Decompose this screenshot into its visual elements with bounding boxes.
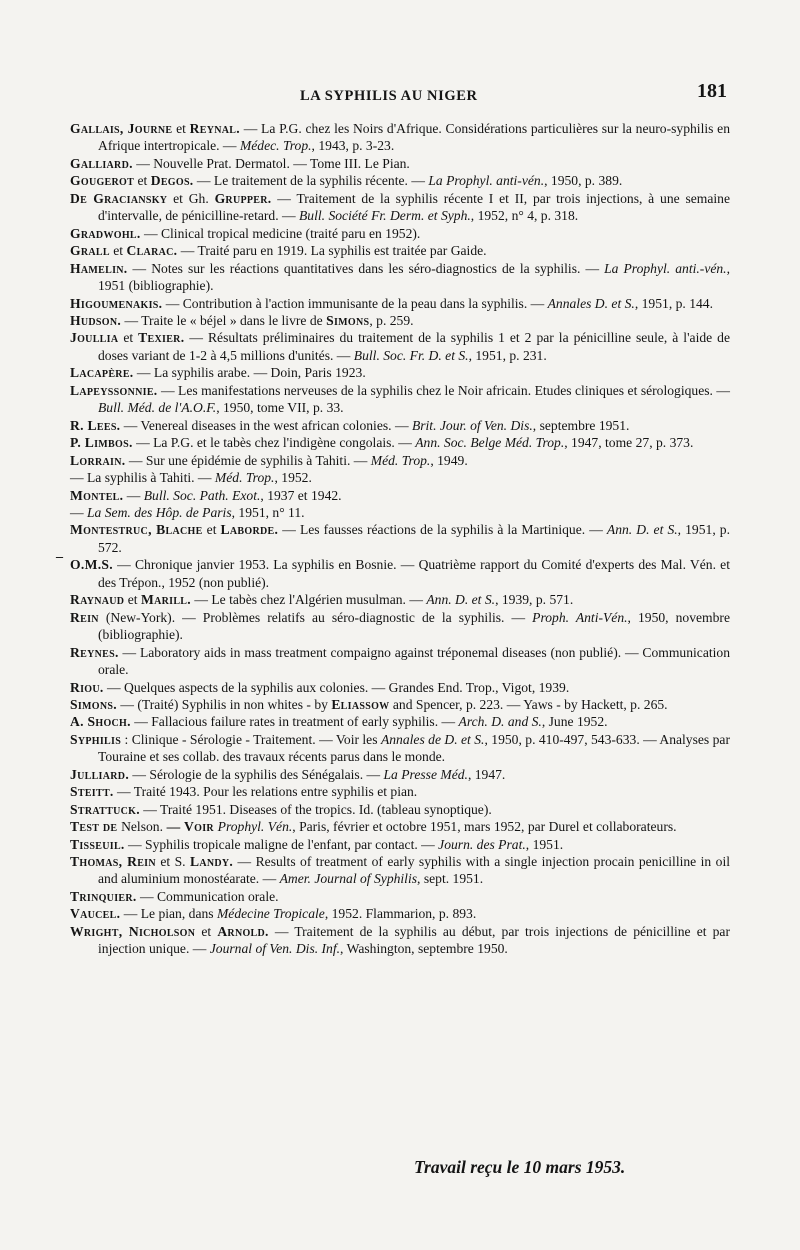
entry-text: Arnold.	[217, 923, 269, 939]
entry-text: —	[70, 504, 87, 520]
entry-author: Grall	[70, 243, 110, 259]
entry-text: , 1947.	[467, 766, 506, 782]
bibliography-entry	[70, 225, 730, 242]
bibliography-entry	[70, 836, 730, 853]
bibliography-entry	[70, 329, 730, 364]
entry-text: Nelson.	[121, 819, 163, 835]
entry-text: — Sérologie de la syphilis des Sénégalais. —	[129, 766, 384, 782]
entry-author: R. Lees.	[70, 417, 121, 433]
entry-text: et Gh.	[167, 190, 215, 206]
bibliography-entry	[70, 679, 730, 696]
entry-text: and	[389, 696, 416, 712]
entry-text: : Clinique - Sérologie - Traitement. — Voir les	[121, 731, 381, 747]
entry-text: , 1951.	[525, 836, 564, 852]
bibliography-entry	[70, 696, 730, 713]
entry-text: — Le pian, dans	[120, 906, 217, 922]
bibliography-entry	[70, 190, 730, 225]
entry-source: Bull. Soc. Fr. D. et S.	[353, 347, 469, 363]
entry-source: La Prophyl. anti-vén.	[428, 173, 545, 189]
entry-author: Julliard.	[70, 766, 130, 782]
entry-source: La Presse Méd.	[383, 766, 468, 782]
page-number: 181	[697, 80, 727, 102]
entry-source: Prophyl. Vén.	[217, 819, 293, 835]
entry-author: Gallais, Journe	[70, 121, 173, 136]
closing-note: Travail reçu le 10 mars 1953.	[414, 1157, 626, 1177]
entry-text: , 1950, novembre (bibliographie).	[98, 609, 730, 643]
entry-text: , 1950, p. 389.	[544, 173, 623, 189]
bibliography-entry	[70, 417, 730, 434]
entry-text: et	[172, 121, 190, 136]
entry-author: O.M.S.	[70, 557, 113, 573]
running-title: LA SYPHILIS AU NIGER	[300, 88, 478, 104]
entry-source: Bull. Société Fr. Derm. et Syph.	[299, 208, 471, 224]
entry-text: Grupper.	[214, 190, 272, 206]
bibliography-entry	[70, 766, 730, 783]
entry-text: Reynal.	[189, 121, 240, 136]
entry-author: Vaucel.	[70, 906, 121, 922]
entry-text: — Traite le « béjel » dans le livre de	[121, 312, 327, 328]
entry-text: et	[202, 522, 221, 538]
entry-text: et	[124, 592, 141, 608]
entry-text: , 1939, p. 571.	[495, 592, 574, 608]
entry-source: Ann. D. et S.	[426, 592, 496, 608]
entry-text: — (Traité) Syphilis in non whites - by	[116, 696, 332, 712]
entry-text: , 1951, n° 11.	[231, 504, 305, 520]
entry-source: Amer. Journal of Syphilis	[279, 871, 418, 887]
entry-text: Landy.	[189, 854, 234, 870]
entry-text: , 1952. Flammarion, p. 893.	[324, 906, 477, 922]
entry-author: P. Limbos.	[70, 435, 133, 451]
margin-mark: _	[56, 545, 63, 560]
entry-text: — Sur une épidémie de syphilis à Tahiti. —	[125, 452, 371, 468]
bibliography-entry	[70, 155, 730, 172]
entry-source: Ann. Soc. Belge Méd. Trop.	[415, 435, 565, 451]
entry-text: — Syphilis tropicale maligne de l'enfant, par contact. —	[124, 836, 439, 852]
bibliography-entry	[70, 905, 730, 922]
entry-text: — Contribution à l'action immunisante de la peau dans la syphilis. —	[162, 295, 548, 311]
bibliography-entry	[70, 469, 730, 486]
entry-text: — Le tabès chez l'Algérien musulman. —	[190, 592, 427, 608]
entry-text: — Communication orale.	[136, 888, 279, 904]
bibliography-entry	[70, 172, 730, 189]
entry-text: , 1950, tome VII, p. 33.	[216, 400, 344, 416]
entry-text: et	[109, 243, 127, 259]
entry-author: A. Shoch.	[70, 714, 131, 730]
bibliography-entry	[70, 434, 730, 451]
entry-text: — Traité paru en 1919. La syphilis est traitée par	[177, 243, 451, 259]
entry-text: Laborde.	[220, 522, 279, 538]
entry-author: Steitt.	[70, 784, 114, 800]
entry-text: et S.	[155, 854, 190, 870]
entry-text: — Venereal diseases in the west african colonies. —	[120, 417, 412, 433]
bibliography-entry	[70, 487, 730, 504]
entry-text: Spencer, p. 223. — Yaws - by Hackett, p. 265.	[415, 696, 668, 712]
entry-text: , June 1952.	[541, 714, 608, 730]
entry-source: Médec. Trop.	[239, 138, 312, 154]
bibliography-entry	[70, 452, 730, 469]
entry-author: Montel.	[70, 487, 124, 503]
entry-text: Gaide.	[450, 243, 487, 259]
entry-source: Arch. D. and S.	[458, 714, 542, 730]
bibliography-entry	[70, 853, 730, 888]
entry-author: Higoumenakis.	[70, 295, 163, 311]
entry-author: Gradwohl.	[70, 225, 141, 241]
entry-text: et	[195, 923, 218, 939]
entry-text: , septembre 1951.	[532, 417, 630, 433]
bibliography-entry	[70, 644, 730, 679]
bibliography-entry	[70, 888, 730, 905]
entry-text: Marill.	[140, 592, 191, 608]
entry-author: Reynes.	[70, 644, 119, 660]
entry-text: — La syphilis à Tahiti. —	[70, 470, 215, 486]
entry-text: Simons	[326, 312, 370, 328]
bibliography-entry	[70, 295, 730, 312]
entry-author: Strattuck.	[70, 801, 140, 817]
entry-source: Méd. Trop.	[370, 452, 431, 468]
entry-author: De Graciansky	[70, 190, 168, 206]
bibliography-entry	[70, 731, 730, 766]
entry-source: La Prophyl. anti.-vén.	[604, 260, 727, 276]
entry-text: , 1951 (bibliographie).	[98, 260, 730, 294]
entry-text: — Results of treatment of early syphilis with a single injection procain penicilline in oil and aluminium monostéarate. —	[98, 854, 731, 887]
entry-source: Annales de D. et S.	[380, 731, 485, 747]
entry-text: , sept. 1951.	[417, 871, 484, 887]
entry-source: Proph. Anti-Vén.	[532, 609, 628, 625]
entry-author: Gougerot	[70, 173, 135, 189]
entry-author: Lorrain.	[70, 452, 126, 468]
entry-text: Degos.	[150, 173, 194, 189]
entry-source: Journ. des Prat.	[438, 836, 526, 852]
entry-text: — Quelques aspects de la syphilis aux colonies. — Grandes End. Trop., Vigot, 1939.	[103, 679, 570, 695]
entry-text: — La P.G. chez les Noirs d'Afrique. Considérations particulières sur la neuro-syphilis en Afrique intertropicale. —	[98, 121, 730, 154]
entry-text: — Chronique janvier 1953. La syphilis en Bosnie. — Quatrième rapport du Comité d'experts des Mal. Vén. et des Trépon., 1952 (non publié).	[98, 557, 730, 590]
entry-author: Test de	[70, 819, 122, 835]
entry-text: —	[123, 487, 144, 503]
entry-text: , 1949.	[430, 452, 468, 468]
entry-text: , 1947, tome 27, p. 373.	[564, 435, 694, 451]
bibliography-entry	[70, 556, 730, 591]
entry-author: Hudson.	[70, 312, 122, 328]
entry-text: — Les fausses réactions de la syphilis à la Martinique. —	[278, 522, 607, 538]
entry-author: Thomas, Rein	[70, 854, 156, 870]
entry-text: — Clinical tropical medicine (traité paru en 1952).	[140, 225, 421, 241]
entry-source: La Sem. des Hôp. de Paris	[87, 504, 232, 520]
bibliography-entry	[70, 120, 730, 155]
entry-text: et	[118, 330, 139, 346]
entry-text: — Le traitement de la syphilis récente. —	[193, 173, 429, 189]
bibliography-entry	[70, 312, 730, 329]
entry-text: , 1952, n° 4, p. 318.	[470, 208, 579, 224]
entry-text: , 1951, p. 572.	[98, 522, 730, 555]
entry-text: Eliassow	[331, 696, 390, 712]
bibliography-entry	[70, 801, 730, 818]
entry-text: , 1952.	[274, 470, 312, 486]
entry-author: Riou.	[70, 679, 104, 695]
entry-text: (New-York). — Problèmes relatifs au séro-diagnostic de la syphilis. —	[98, 609, 533, 625]
entry-source: Bull. Soc. Path. Exot.	[143, 487, 261, 503]
entry-text: , 1951, p. 144.	[634, 295, 713, 311]
entry-text: Clarac.	[126, 243, 178, 259]
entry-author: Galliard.	[70, 155, 133, 171]
entry-text: — Traité 1951. Diseases of the tropics. Id. (tableau synoptique).	[139, 801, 492, 817]
entry-text: , p. 259.	[369, 312, 414, 328]
entry-text: , 1937 et 1942.	[260, 487, 342, 503]
bibliography-entry	[70, 382, 730, 417]
entry-text: — Traitement de la syphilis au début, par trois injections de pénicilline et par injection unique. —	[98, 923, 730, 957]
entry-text: , 1943, p. 3-23.	[311, 138, 395, 154]
bibliography-entry	[70, 504, 730, 521]
bibliography-entry	[70, 609, 730, 644]
entry-text: — Notes sur les réactions quantitatives dans les séro-diagnostics de la syphilis. —	[127, 260, 605, 276]
entry-text: et	[134, 173, 151, 189]
entry-text: — Voir	[162, 819, 218, 835]
entry-text: Texier.	[138, 330, 185, 346]
entry-author: Wright, Nicholson	[70, 923, 196, 939]
entry-text: — La P.G. et le tabès chez l'indigène congolais. —	[132, 435, 416, 451]
entry-author: Hamelin.	[70, 260, 128, 276]
entry-text: — La syphilis arabe. — Doin, Paris 1923.	[133, 365, 366, 381]
entry-text: — Fallacious failure rates in treatment of early syphilis. —	[130, 714, 459, 730]
bibliography-list	[70, 120, 730, 958]
entry-source: Brit. Jour. of Ven. Dis.	[411, 417, 533, 433]
bibliography-entry	[70, 242, 730, 259]
bibliography-entry	[70, 783, 730, 800]
bibliography-entry	[70, 260, 730, 295]
entry-text: , 1951, p. 231.	[468, 347, 547, 363]
entry-text: — Traitement de la syphilis récente I et II, par trois injections, à une semaine d'intervalle, de pénicilline-retard. —	[98, 190, 730, 224]
entry-source: Annales D. et S.	[547, 295, 635, 311]
entry-text: — Traité 1943. Pour les relations entre syphilis et pian.	[113, 784, 418, 800]
entry-author: Rein	[70, 609, 99, 625]
entry-text: — Résultats préliminaires du traitement de la syphilis 1 et 2 par la pénicilline seule, à l'aide de doses variant de 1-2 à 4,5 millions d'unités. —	[98, 330, 730, 363]
entry-text: — Les manifestations nerveuses de la syphilis chez le Noir africain. Etudes cliniques et sérologiques. —	[157, 382, 730, 398]
entry-text: — Nouvelle Prat. Dermatol. — Tome III. Le Pian.	[132, 155, 410, 171]
entry-author: Simons.	[70, 696, 117, 712]
entry-source: Médecine Tropicale	[216, 906, 325, 922]
bibliography-entry	[70, 591, 730, 608]
bibliography-entry	[70, 923, 730, 958]
entry-source: Méd. Trop.	[214, 470, 275, 486]
entry-author: Lacapère.	[70, 365, 134, 381]
bibliography-entry	[70, 521, 730, 556]
entry-author: Trinquier.	[70, 888, 137, 904]
bibliography-entry	[70, 713, 730, 730]
bibliography-entry	[70, 364, 730, 381]
entry-author: Lapeyssonnie.	[70, 382, 158, 398]
entry-author: Syphilis	[70, 731, 122, 747]
entry-text: , Paris, février et octobre 1951, mars 1952, par Durel et collaborateurs.	[292, 819, 677, 835]
entry-source: Ann. D. et S.	[606, 522, 678, 538]
entry-author: Joullia	[70, 330, 119, 346]
entry-source: Bull. Méd. de l'A.O.F.	[98, 400, 217, 416]
entry-text: — Laboratory aids in mass treatment compaigno against tréponemal diseases (non publié). — Communication orale.	[98, 644, 730, 678]
entry-text: , 1950, p. 410-497, 543-633. — Analyses par Touraine et ses collab. des travaux récents parus dans le monde.	[98, 731, 730, 765]
entry-author: Raynaud	[70, 592, 125, 608]
entry-author: Montestruc, Blache	[70, 522, 203, 538]
entry-author: Tisseuil.	[70, 836, 125, 852]
bibliography-entry	[70, 818, 730, 835]
entry-text: , Washington, septembre 1950.	[340, 941, 508, 957]
entry-source: Journal of Ven. Dis. Inf.	[209, 941, 341, 957]
